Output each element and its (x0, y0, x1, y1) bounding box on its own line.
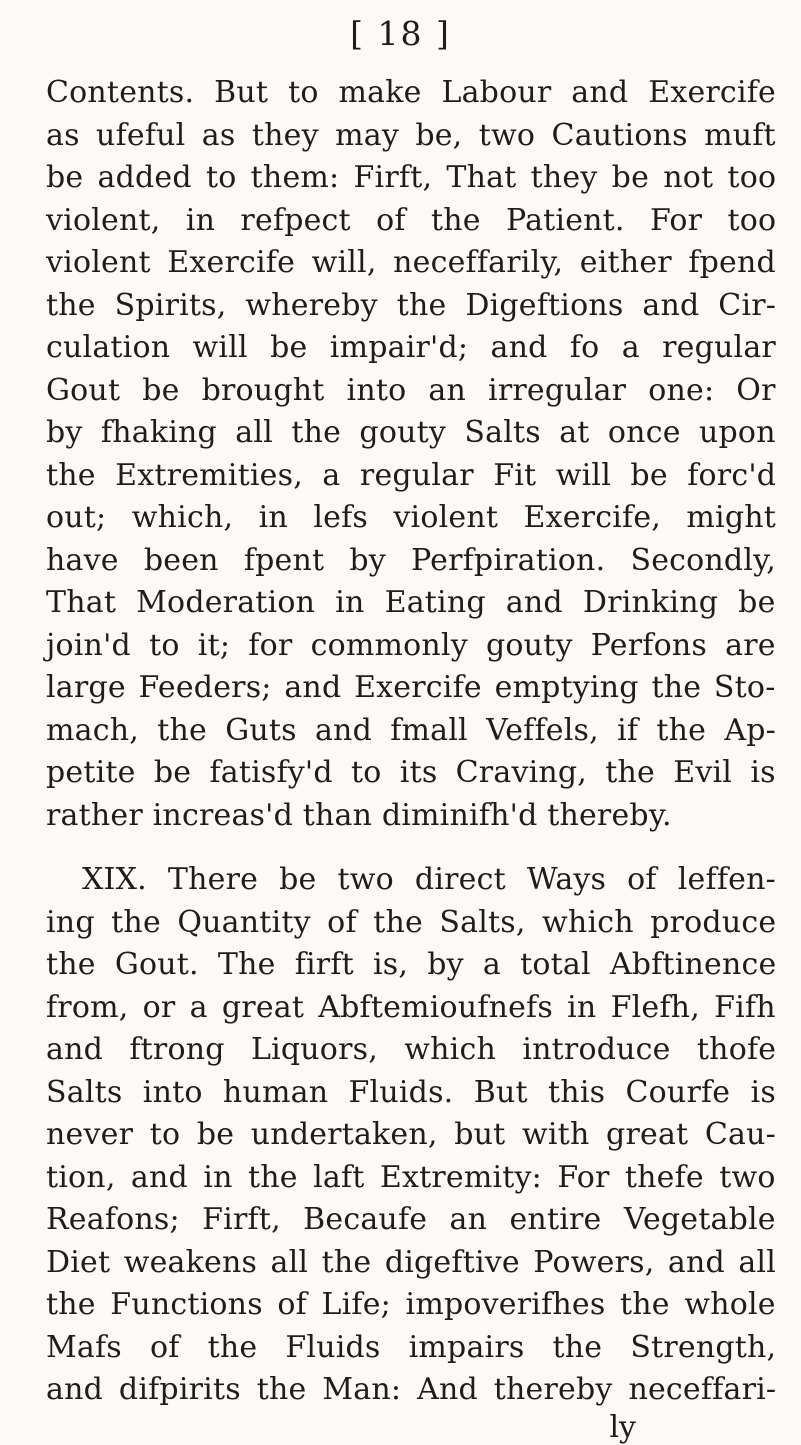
text-line: from, or a great Abftemioufnefs in Flefh, Fifh (46, 989, 776, 1025)
text-line: culation will be impair'd; and fo a regular (46, 330, 776, 365)
text-line: never to be undertaken, but with great Cau- (46, 1117, 776, 1152)
text-line: the Extremities, a regular Fit will be forc'd (46, 457, 777, 493)
text-line: Mafs of the Fluids impairs the Strength, (46, 1329, 777, 1365)
text-line: petite be fatisfy'd to its Craving, the Evil is (46, 755, 776, 790)
text-line: rather increas'd than diminifh'd thereby. (46, 797, 672, 833)
text-line: That Moderation in Eating and Drinking be (46, 585, 776, 620)
text-line: Contents. But to make Labour and Exercife (46, 75, 776, 110)
text-line: ing the Quantity of the Salts, which produce (46, 904, 777, 940)
paragraph-exercise-cautions (46, 72, 776, 837)
text-line: Gout be brought into an irregular one: Or (46, 372, 776, 408)
body-text (46, 72, 776, 1444)
text-line: out; which, in lefs violent Exercife, might (46, 500, 777, 535)
text-line: the Gout. The firft is, by a total Abftinence (46, 947, 777, 982)
text-line: as ufeful as they may be, two Cautions muft (46, 117, 776, 153)
page-number: [ 18 ] (350, 14, 451, 53)
paragraph-xix (46, 859, 776, 1412)
text-line: and difpirits the Man: And thereby neceffari- (46, 1372, 777, 1407)
text-line: Diet weakens all the digeftive Powers, and all (46, 1244, 777, 1280)
text-line: mach, the Guts and fmall Veffels, if the Ap- (46, 712, 776, 748)
text-line: by fhaking all the gouty Salts at once upon (46, 415, 776, 450)
text-line: violent Exercife will, neceffarily, either fpend (46, 245, 776, 280)
text-line: and ftrong Liquors, which introduce thofe (46, 1032, 777, 1067)
text-line: have been fpent by Perfpiration. Secondly, (46, 542, 777, 578)
catchword: ly (609, 1409, 636, 1445)
text-line: Salts into human Fluids. But this Courfe is (46, 1074, 776, 1110)
text-line: Reafons; Firft, Becaufe an entire Vegetable (46, 1202, 776, 1237)
text-line: join'd to it; for commonly gouty Perfons are (46, 627, 776, 663)
text-line: violent, in refpect of the Patient. For too (46, 202, 777, 238)
text-line: be added to them: Firft, That they be not too (46, 160, 777, 195)
text-line: XIX. There be two direct Ways of leffen- (82, 862, 776, 897)
text-line: large Feeders; and Exercife emptying the Sto- (46, 670, 776, 705)
text-line: tion, and in the laft Extremity: For thefe two (46, 1159, 776, 1195)
text-line: the Spirits, whereby the Digeftions and Cir- (46, 287, 777, 323)
text-line: the Functions of Life; impoverifhes the whole (46, 1287, 776, 1322)
paragraph-gap (46, 837, 776, 859)
